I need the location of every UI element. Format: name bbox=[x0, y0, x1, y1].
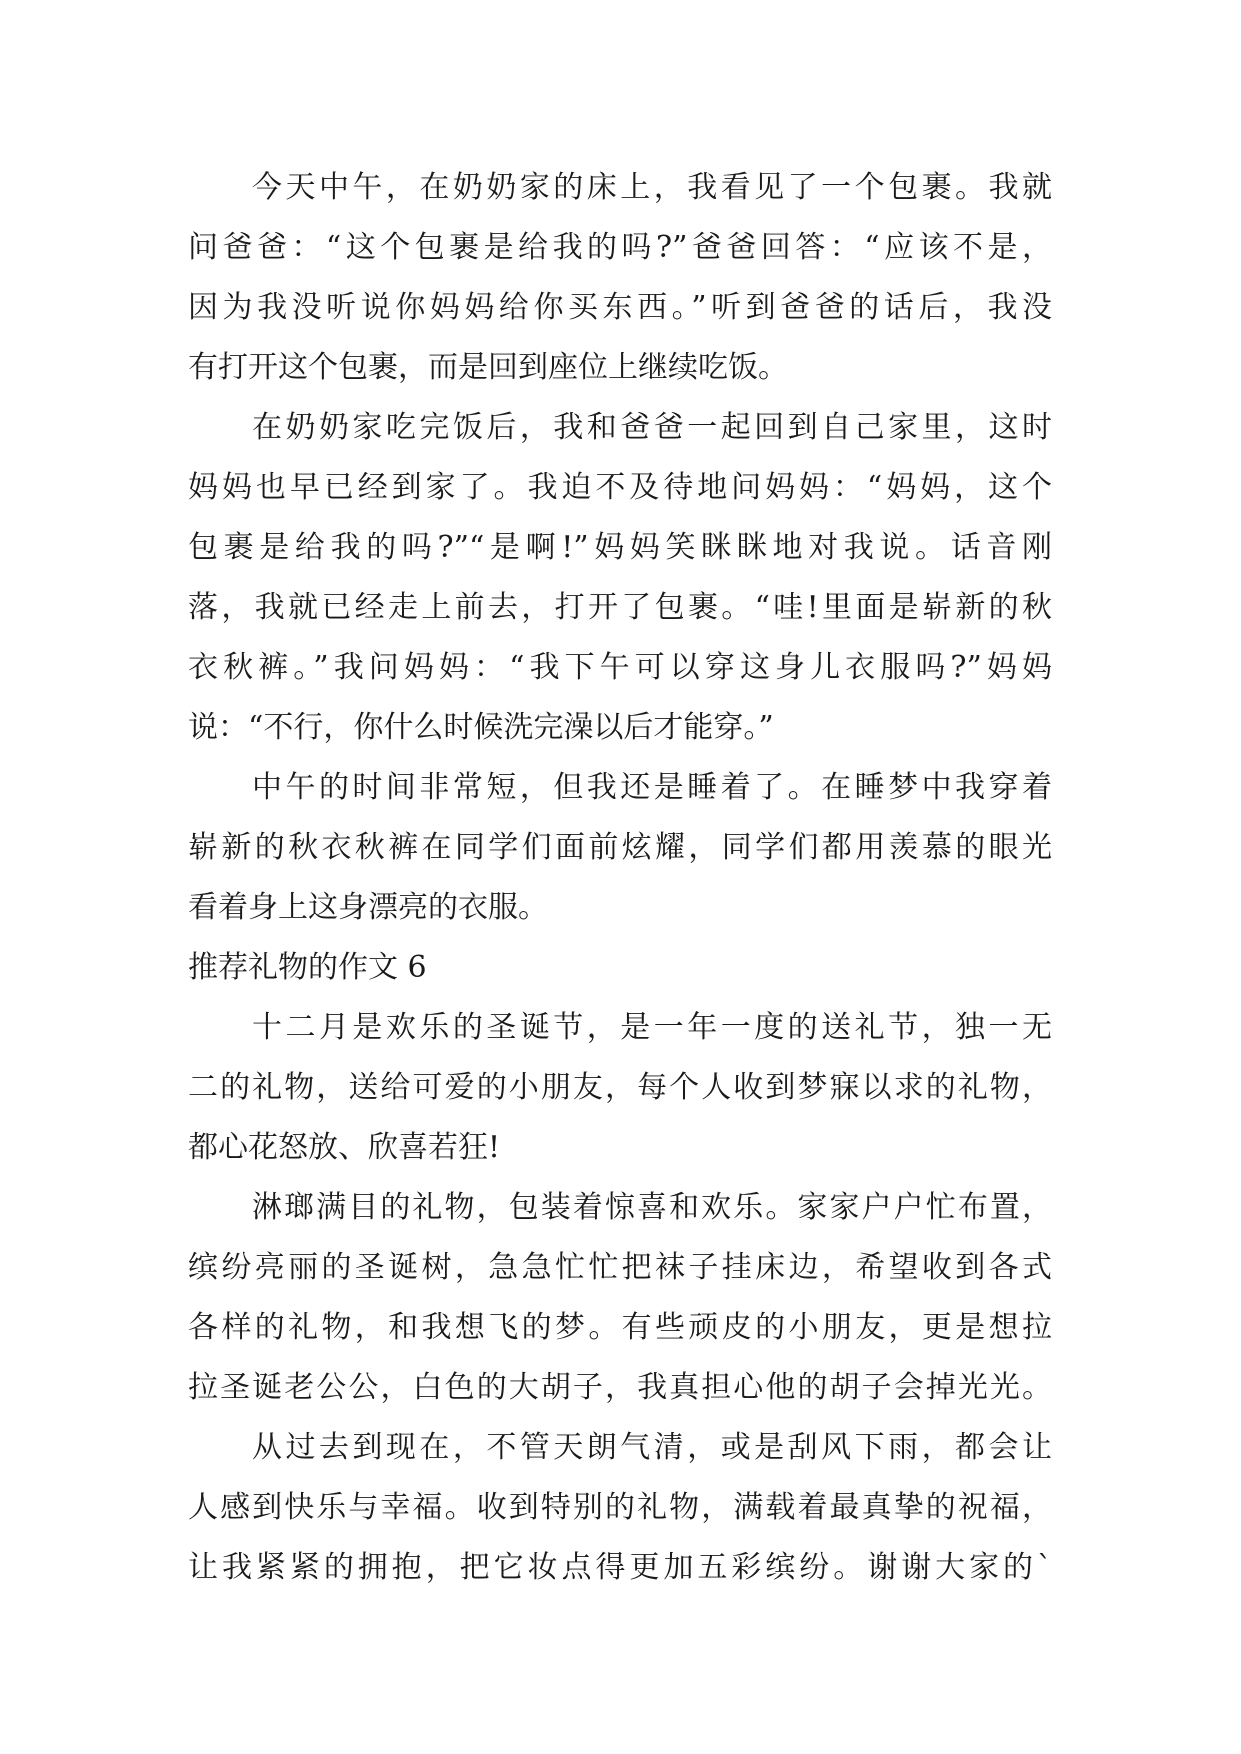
section-heading: 推荐礼物的作文 6 bbox=[188, 950, 427, 985]
text-line: 缤纷亮丽的圣诞树，急急忙忙把袜子挂床边，希望收到各式 bbox=[188, 1250, 1052, 1285]
text-line: 二的礼物，送给可爱的小朋友，每个人收到梦寐以求的礼物， bbox=[188, 1070, 1052, 1105]
paragraph bbox=[188, 758, 1052, 938]
text-line: 落，我就已经走上前去，打开了包裹。“哇!里面是崭新的秋 bbox=[188, 590, 1052, 625]
text-line: 让我紧紧的拥抱，把它妆点得更加五彩缤纷。谢谢大家的` bbox=[188, 1550, 1052, 1585]
text-line: 妈妈也早已经到家了。我迫不及待地问妈妈：“妈妈，这个 bbox=[188, 470, 1052, 505]
text-line: 拉圣诞老公公，白色的大胡子，我真担心他的胡子会掉光光。 bbox=[188, 1370, 1052, 1405]
text-line: 中午的时间非常短，但我还是睡着了。在睡梦中我穿着 bbox=[252, 770, 1052, 805]
text-line: 包裹是给我的吗?”“是啊!”妈妈笑眯眯地对我说。话音刚 bbox=[188, 530, 1052, 565]
text-line: 在奶奶家吃完饭后，我和爸爸一起回到自己家里，这时 bbox=[252, 410, 1052, 445]
text-line: 都心花怒放、欣喜若狂! bbox=[188, 1130, 501, 1165]
text-line: 有打开这个包裹，而是回到座位上继续吃饭。 bbox=[188, 350, 788, 385]
document-body bbox=[188, 158, 1052, 1598]
text-line: 看着身上这身漂亮的衣服。 bbox=[188, 890, 548, 925]
text-line: 十二月是欢乐的圣诞节，是一年一度的送礼节，独一无 bbox=[252, 1010, 1052, 1045]
text-line: 各样的礼物，和我想飞的梦。有些顽皮的小朋友，更是想拉 bbox=[188, 1310, 1052, 1345]
text-line: 淋瑯满目的礼物，包装着惊喜和欢乐。家家户户忙布置， bbox=[252, 1190, 1052, 1225]
text-line: 今天中午，在奶奶家的床上，我看见了一个包裹。我就 bbox=[252, 170, 1052, 205]
text-line: 从过去到现在，不管天朗气清，或是刮风下雨，都会让 bbox=[252, 1430, 1052, 1465]
paragraph bbox=[188, 1418, 1052, 1598]
text-line: 人感到快乐与幸福。收到特别的礼物，满载着最真挚的祝福， bbox=[188, 1490, 1052, 1525]
paragraph bbox=[188, 998, 1052, 1178]
text-line: 衣秋裤。”我问妈妈：“我下午可以穿这身儿衣服吗?”妈妈 bbox=[188, 650, 1052, 685]
paragraph bbox=[188, 1178, 1052, 1418]
text-line: 崭新的秋衣秋裤在同学们面前炫耀，同学们都用羡慕的眼光 bbox=[188, 830, 1052, 865]
text-line: 问爸爸：“这个包裹是给我的吗?”爸爸回答：“应该不是， bbox=[188, 230, 1052, 265]
paragraph bbox=[188, 398, 1052, 758]
text-line: 因为我没听说你妈妈给你买东西。”听到爸爸的话后，我没 bbox=[188, 290, 1052, 325]
paragraph bbox=[188, 158, 1052, 398]
text-line: 说：“不行，你什么时候洗完澡以后才能穿。” bbox=[188, 710, 774, 745]
